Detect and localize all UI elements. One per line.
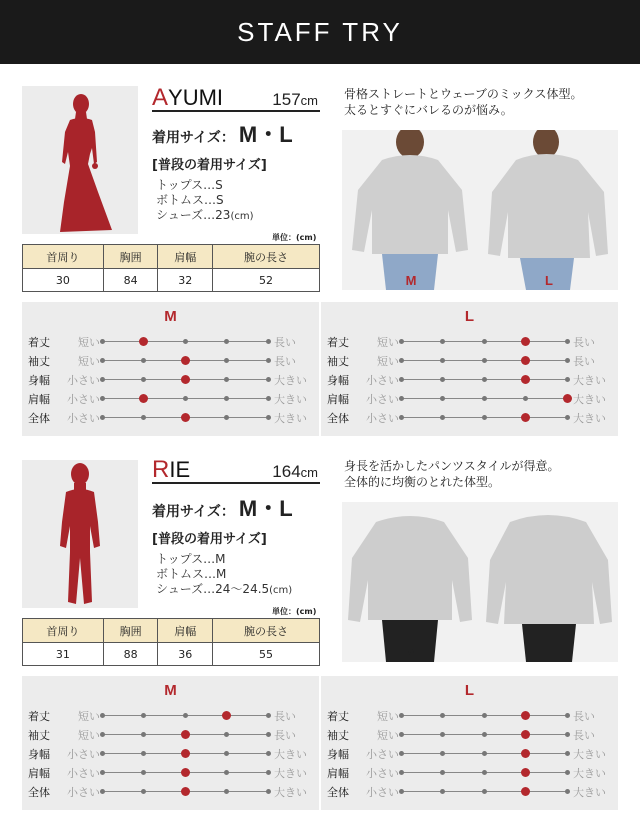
table-header-shoulder: 肩幅 — [158, 619, 213, 643]
fit-level-marker — [521, 337, 530, 346]
fit-row — [22, 370, 319, 389]
fit-scale-tick — [141, 358, 146, 363]
fit-scale-max-label: 大きい — [274, 393, 307, 406]
fit-scale-tick — [399, 789, 404, 794]
fit-row — [321, 706, 618, 725]
fit-row-label: 全体 — [327, 786, 349, 799]
table-header-row — [23, 245, 320, 269]
unit-note: 単位：(cm) — [272, 607, 317, 616]
height-unit: cm — [300, 465, 318, 480]
fit-row — [22, 744, 319, 763]
fit-row-label: 着丈 — [327, 336, 349, 349]
fit-scale-tick — [224, 751, 229, 756]
worn-size-value: M・L — [238, 496, 293, 521]
usual-shoes-row — [156, 208, 253, 224]
fit-scale-tick — [224, 377, 229, 382]
description-line-1: 身長を活かしたパンツスタイルが得意。 — [344, 459, 560, 473]
fit-scale-max-label: 長い — [274, 355, 296, 368]
fit-column-m — [22, 302, 319, 436]
fit-scale-tick — [482, 339, 487, 344]
fit-scale-tick — [100, 770, 105, 775]
fit-scale-min-label: 短い — [377, 336, 399, 349]
fit-scale-min-label: 短い — [78, 710, 100, 723]
usual-bottoms: ボトムス…M — [156, 567, 227, 581]
fit-scale-tick — [482, 377, 487, 382]
table-header-chest: 胸囲 — [103, 245, 158, 269]
fit-scale-tick — [266, 751, 271, 756]
fit-scale-max-label: 長い — [274, 729, 296, 742]
fit-scale-max-label: 大きい — [573, 748, 606, 761]
height-number: 164 — [272, 462, 301, 481]
photo-size-m — [342, 130, 480, 290]
usual-tops: トップス…S — [156, 178, 223, 192]
fit-row-label: 全体 — [327, 412, 349, 425]
fit-scale-tick — [565, 339, 570, 344]
fit-scale-tick — [440, 770, 445, 775]
fit-scale-tick — [482, 751, 487, 756]
fit-scale-max-label: 大きい — [573, 374, 606, 387]
fit-scale-tick — [440, 415, 445, 420]
staff-name-initial: R — [152, 456, 170, 483]
usual-tops: トップス…M — [156, 552, 226, 566]
fit-scale-max-label: 大きい — [274, 786, 307, 799]
fit-row-label: 身幅 — [327, 374, 349, 387]
fit-scale-tick — [565, 751, 570, 756]
height-number: 157 — [272, 90, 301, 109]
fit-scale-tick — [399, 732, 404, 737]
fit-scale-max-label: 長い — [573, 729, 595, 742]
fit-level-marker — [139, 394, 148, 403]
fit-scale-tick — [141, 732, 146, 737]
fit-scale-max-label: 長い — [274, 336, 296, 349]
fit-column-heading: M — [164, 308, 177, 325]
model-photo-l — [480, 502, 618, 662]
table-header-arm: 腕の長さ — [213, 245, 320, 269]
fit-scale-min-label: 小さい — [366, 748, 399, 761]
table-header-chest: 胸囲 — [103, 619, 158, 643]
fit-scale-max-label: 長い — [573, 336, 595, 349]
fit-scale-max-label: 大きい — [274, 767, 307, 780]
staff-name-row — [152, 84, 320, 112]
fit-scale-min-label: 短い — [377, 729, 399, 742]
fit-level-marker — [181, 730, 190, 739]
fit-level-marker — [521, 768, 530, 777]
fit-scale-tick — [224, 789, 229, 794]
staff-description — [344, 458, 560, 490]
fit-scale-tick — [266, 732, 271, 737]
fit-scale-min-label: 小さい — [67, 412, 100, 425]
fit-scale-tick — [224, 732, 229, 737]
fit-scale-tick — [266, 770, 271, 775]
table-cell-neck: 30 — [23, 269, 104, 292]
fit-level-marker — [139, 337, 148, 346]
fit-level-marker — [521, 787, 530, 796]
fit-rows — [321, 706, 618, 801]
fit-scale-max-label: 大きい — [573, 767, 606, 780]
fit-level-marker — [563, 394, 572, 403]
fit-scale-tick — [440, 396, 445, 401]
fit-row-label: 肩幅 — [327, 767, 349, 780]
fit-row — [321, 389, 618, 408]
fit-row — [321, 351, 618, 370]
fit-column-l — [321, 676, 618, 810]
fit-scale-tick — [399, 358, 404, 363]
fit-scale-min-label: 短い — [377, 355, 399, 368]
fit-row — [321, 744, 618, 763]
fit-scale-max-label: 大きい — [274, 374, 307, 387]
fit-level-marker — [521, 730, 530, 739]
silhouette-panel — [22, 460, 138, 608]
fit-scale-tick — [224, 358, 229, 363]
measurement-table — [22, 244, 320, 292]
fit-row-label: 着丈 — [327, 710, 349, 723]
fit-scale-min-label: 小さい — [366, 374, 399, 387]
table-cell-chest: 84 — [103, 269, 158, 292]
fit-scale-tick — [440, 713, 445, 718]
fit-row-label: 袖丈 — [327, 355, 349, 368]
fit-level-marker — [521, 413, 530, 422]
fit-scale-tick — [440, 358, 445, 363]
fit-scale-max-label: 長い — [573, 355, 595, 368]
fit-rating-panel — [22, 676, 618, 810]
fit-level-marker — [181, 413, 190, 422]
fit-level-marker — [181, 375, 190, 384]
fit-scale-tick — [266, 415, 271, 420]
fit-scale-tick — [183, 339, 188, 344]
photo-size-m — [342, 502, 480, 662]
staff-name-initial: A — [152, 84, 169, 111]
fit-level-marker — [521, 711, 530, 720]
fit-row-label: 袖丈 — [28, 729, 50, 742]
fit-scale-tick — [565, 713, 570, 718]
fit-scale-min-label: 小さい — [366, 786, 399, 799]
fit-row — [22, 763, 319, 782]
fit-scale-min-label: 小さい — [366, 393, 399, 406]
fit-scale-min-label: 短い — [78, 336, 100, 349]
fit-scale-tick — [399, 415, 404, 420]
silhouette-panel — [22, 86, 138, 234]
fit-scale-tick — [141, 713, 146, 718]
fit-column-heading: L — [464, 682, 475, 699]
usual-shoes-row — [156, 582, 292, 598]
table-cell-neck: 31 — [23, 643, 104, 666]
fit-scale-min-label: 短い — [377, 710, 399, 723]
fit-scale-min-label: 短い — [78, 355, 100, 368]
fit-scale-tick — [565, 415, 570, 420]
fit-scale-tick — [523, 396, 528, 401]
fit-scale-tick — [183, 396, 188, 401]
fit-scale-tick — [183, 713, 188, 718]
fit-row-label: 着丈 — [28, 336, 50, 349]
fit-scale-tick — [224, 415, 229, 420]
fit-scale-tick — [266, 713, 271, 718]
fit-scale-tick — [565, 770, 570, 775]
fit-row — [22, 408, 319, 427]
fit-scale-tick — [399, 377, 404, 382]
photo-label-l: L — [545, 273, 553, 288]
worn-size-label: 着用サイズ： — [152, 504, 235, 520]
fit-scale-max-label: 大きい — [274, 748, 307, 761]
staff-name: YUMI — [168, 85, 224, 110]
fit-scale-tick — [440, 339, 445, 344]
fit-scale-min-label: 小さい — [67, 374, 100, 387]
worn-size-value: M・L — [238, 122, 293, 147]
worn-size-row — [152, 118, 293, 149]
photo-size-l — [480, 130, 618, 290]
fit-row-label: 肩幅 — [327, 393, 349, 406]
usual-shoes: シューズ…24～24.5 — [156, 582, 270, 596]
fit-row — [321, 370, 618, 389]
usual-shoes: シューズ…23 — [156, 208, 231, 222]
usual-shoes-unit: (cm) — [230, 211, 254, 222]
table-cell-shoulder: 32 — [158, 269, 213, 292]
fit-scale-tick — [100, 415, 105, 420]
description-line-2: 太るとすぐにバレるのが悩み。 — [344, 103, 513, 117]
table-cell-arm: 55 — [213, 643, 320, 666]
fit-scale-tick — [440, 732, 445, 737]
fit-scale-tick — [399, 339, 404, 344]
fit-scale-max-label: 長い — [573, 710, 595, 723]
table-header-arm: 腕の長さ — [213, 619, 320, 643]
fit-scale-tick — [141, 770, 146, 775]
fit-level-marker — [222, 711, 231, 720]
fit-row — [321, 725, 618, 744]
table-row — [23, 643, 320, 666]
fit-row-label: 肩幅 — [28, 767, 50, 780]
fit-scale-max-label: 大きい — [573, 393, 606, 406]
fit-row — [321, 782, 618, 801]
fit-scale-tick — [399, 770, 404, 775]
height-unit: cm — [300, 93, 318, 108]
fit-level-marker — [181, 768, 190, 777]
fit-scale-min-label: 小さい — [366, 412, 399, 425]
fit-scale-tick — [399, 396, 404, 401]
measurement-table — [22, 618, 320, 666]
fit-row-label: 身幅 — [28, 748, 50, 761]
unit-note: 単位：(cm) — [272, 233, 317, 242]
fit-scale-tick — [100, 339, 105, 344]
fit-row-label: 身幅 — [327, 748, 349, 761]
fit-scale-tick — [141, 789, 146, 794]
table-header-neck: 首周り — [23, 619, 104, 643]
fit-row — [22, 706, 319, 725]
fit-row-label: 身幅 — [28, 374, 50, 387]
fit-scale-min-label: 短い — [78, 729, 100, 742]
fit-row — [22, 782, 319, 801]
fit-scale-min-label: 小さい — [67, 767, 100, 780]
fit-row-label: 袖丈 — [28, 355, 50, 368]
usual-size-heading: [普段の着用サイズ] — [152, 532, 267, 547]
usual-size-heading: [普段の着用サイズ] — [152, 158, 267, 173]
description-line-2: 全体的に均衡のとれた体型。 — [344, 475, 501, 489]
fit-scale-tick — [482, 732, 487, 737]
fit-row — [321, 408, 618, 427]
fit-scale-tick — [141, 751, 146, 756]
table-row — [23, 269, 320, 292]
worn-size-label: 着用サイズ： — [152, 130, 235, 146]
fit-scale-tick — [266, 358, 271, 363]
fit-row — [22, 725, 319, 744]
fit-scale-tick — [565, 732, 570, 737]
fit-rows — [22, 706, 319, 801]
fit-scale-tick — [224, 770, 229, 775]
fit-scale-tick — [482, 396, 487, 401]
fit-level-marker — [181, 356, 190, 365]
fit-scale-tick — [440, 751, 445, 756]
fit-level-marker — [181, 749, 190, 758]
fit-scale-tick — [224, 339, 229, 344]
fit-scale-tick — [482, 358, 487, 363]
fit-scale-tick — [565, 789, 570, 794]
woman-pants-silhouette-icon — [40, 462, 120, 608]
photo-label-l: L — [545, 645, 553, 660]
fit-scale-tick — [100, 732, 105, 737]
usual-size-list — [156, 178, 253, 224]
worn-size-row — [152, 492, 293, 523]
photo-size-l — [480, 502, 618, 662]
fit-level-marker — [181, 787, 190, 796]
fit-scale-max-label: 大きい — [274, 412, 307, 425]
fit-scale-min-label: 小さい — [67, 393, 100, 406]
fit-row-label: 全体 — [28, 412, 50, 425]
fit-row — [321, 332, 618, 351]
fit-scale-max-label: 長い — [274, 710, 296, 723]
fit-scale-tick — [100, 358, 105, 363]
staff-height — [272, 462, 318, 482]
model-photo-m — [342, 502, 480, 662]
fit-rows — [321, 332, 618, 427]
woman-dress-silhouette-icon — [40, 92, 120, 234]
fit-scale-tick — [266, 789, 271, 794]
usual-size-list — [156, 552, 292, 598]
fit-column-heading: L — [464, 308, 475, 325]
fit-column-heading: M — [164, 682, 177, 699]
staff-name-row — [152, 456, 320, 484]
fit-rows — [22, 332, 319, 427]
fit-row — [22, 389, 319, 408]
fit-scale-tick — [100, 396, 105, 401]
description-line-1: 骨格ストレートとウェーブのミックス体型。 — [344, 87, 583, 101]
fit-scale-tick — [100, 789, 105, 794]
fit-scale-tick — [482, 770, 487, 775]
fit-scale-min-label: 小さい — [366, 767, 399, 780]
usual-shoes-unit: (cm) — [269, 585, 293, 596]
fit-scale-tick — [224, 396, 229, 401]
model-photo-m — [342, 130, 480, 290]
fit-scale-tick — [399, 713, 404, 718]
fit-scale-tick — [565, 377, 570, 382]
fit-level-marker — [521, 749, 530, 758]
fit-scale-tick — [565, 358, 570, 363]
fit-scale-min-label: 小さい — [67, 748, 100, 761]
fit-scale-tick — [100, 751, 105, 756]
table-cell-chest: 88 — [103, 643, 158, 666]
fit-row — [22, 332, 319, 351]
fit-scale-tick — [399, 751, 404, 756]
usual-bottoms: ボトムス…S — [156, 193, 224, 207]
fit-scale-tick — [100, 377, 105, 382]
fit-scale-tick — [266, 396, 271, 401]
fit-scale-max-label: 大きい — [573, 412, 606, 425]
table-header-neck: 首周り — [23, 245, 104, 269]
staff-name: IE — [169, 457, 191, 482]
fit-scale-max-label: 大きい — [573, 786, 606, 799]
page-header — [0, 0, 640, 64]
page-title: STAFF TRY — [237, 16, 403, 47]
model-photo-l — [480, 130, 618, 290]
fit-scale-tick — [266, 377, 271, 382]
table-cell-arm: 52 — [213, 269, 320, 292]
fit-scale-tick — [141, 415, 146, 420]
fit-column-l — [321, 302, 618, 436]
fit-row-label: 袖丈 — [327, 729, 349, 742]
fit-scale-tick — [482, 415, 487, 420]
fit-scale-min-label: 小さい — [67, 786, 100, 799]
fit-level-marker — [521, 375, 530, 384]
fit-scale-tick — [440, 377, 445, 382]
fit-row-label: 全体 — [28, 786, 50, 799]
photo-label-m: M — [405, 273, 417, 288]
table-header-row — [23, 619, 320, 643]
fit-scale-tick — [440, 789, 445, 794]
staff-description — [344, 86, 583, 118]
fit-scale-tick — [100, 713, 105, 718]
fit-level-marker — [521, 356, 530, 365]
fit-column-m — [22, 676, 319, 810]
fit-scale-tick — [482, 713, 487, 718]
fit-scale-tick — [482, 789, 487, 794]
fit-row — [22, 351, 319, 370]
fit-row — [321, 763, 618, 782]
fit-row-label: 着丈 — [28, 710, 50, 723]
table-cell-shoulder: 36 — [158, 643, 213, 666]
photo-label-m: M — [405, 645, 417, 660]
staff-height — [272, 90, 318, 110]
fit-scale-tick — [266, 339, 271, 344]
fit-rating-panel — [22, 302, 618, 436]
fit-row-label: 肩幅 — [28, 393, 50, 406]
table-header-shoulder: 肩幅 — [158, 245, 213, 269]
fit-scale-tick — [141, 377, 146, 382]
